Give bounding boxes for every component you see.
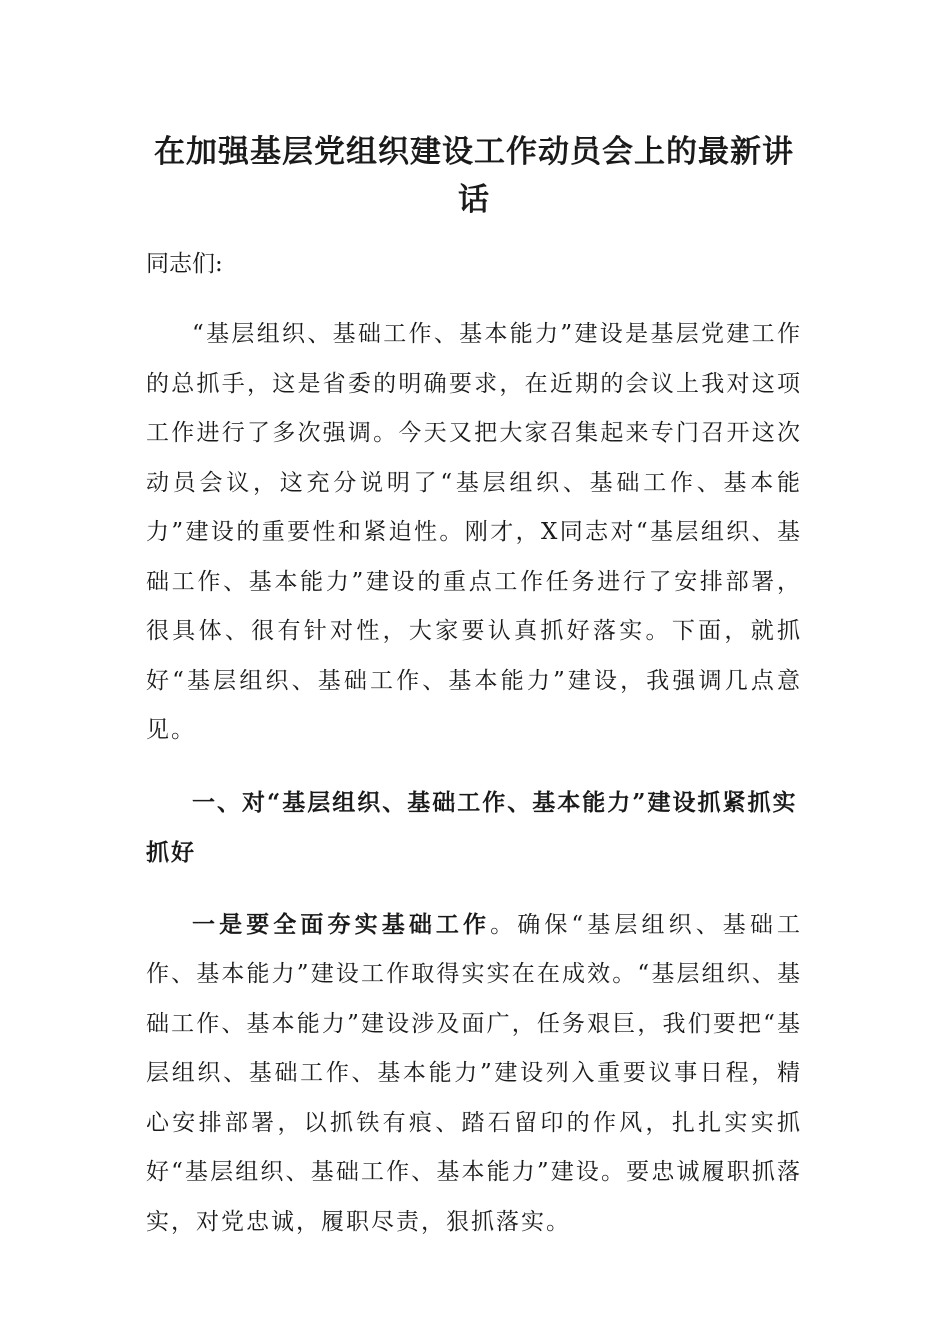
document-title: 在加强基层党组织建设工作动员会上的最新讲话 <box>154 134 794 218</box>
point-1-paragraph <box>146 900 802 1248</box>
point-1-body: 。确保“基层组织、基础工作、基本能力”建设工作取得实实在在成效。“基层组织、基础工作、基本能力”建设涉及面广，任务艰巨，我们要把“基层组织、基础工作、基本能力”建设列入重要议事日程，精心安排部署，以抓铁有痕、踏石留印的作风，扎扎实实抓好“基层组织、基础工作、基本能力”建设。要忠诚履职抓落实，对党忠诚，履职尽责，狠抓落实。 <box>146 911 803 1235</box>
salutation: 同志们: <box>146 251 223 277</box>
document-body <box>146 128 802 1247</box>
section-heading-1: 一、对“基层组织、基础工作、基本能力”建设抓紧抓实抓好 <box>146 788 798 866</box>
intro-paragraph: “基层组织、基础工作、基本能力”建设是基层党建工作的总抓手，这是省委的明确要求，在近期的会议上我对这项工作进行了多次强调。今天又把大家召集起来专门召开这次动员会议，这充分说明了“基层组织、基础工作、基本能力”建设的重要性和紧迫性。刚才，X同志对“基层组织、基础工作、基本能力”建设的重点工作任务进行了安排部署，很具体、很有针对性，大家要认真抓好落实。下面，就抓好“基层组织、基础工作、基本能力”建设，我强调几点意见。 <box>146 321 802 743</box>
point-1-lead: 一是要全面夯实基础工作 <box>192 910 491 938</box>
